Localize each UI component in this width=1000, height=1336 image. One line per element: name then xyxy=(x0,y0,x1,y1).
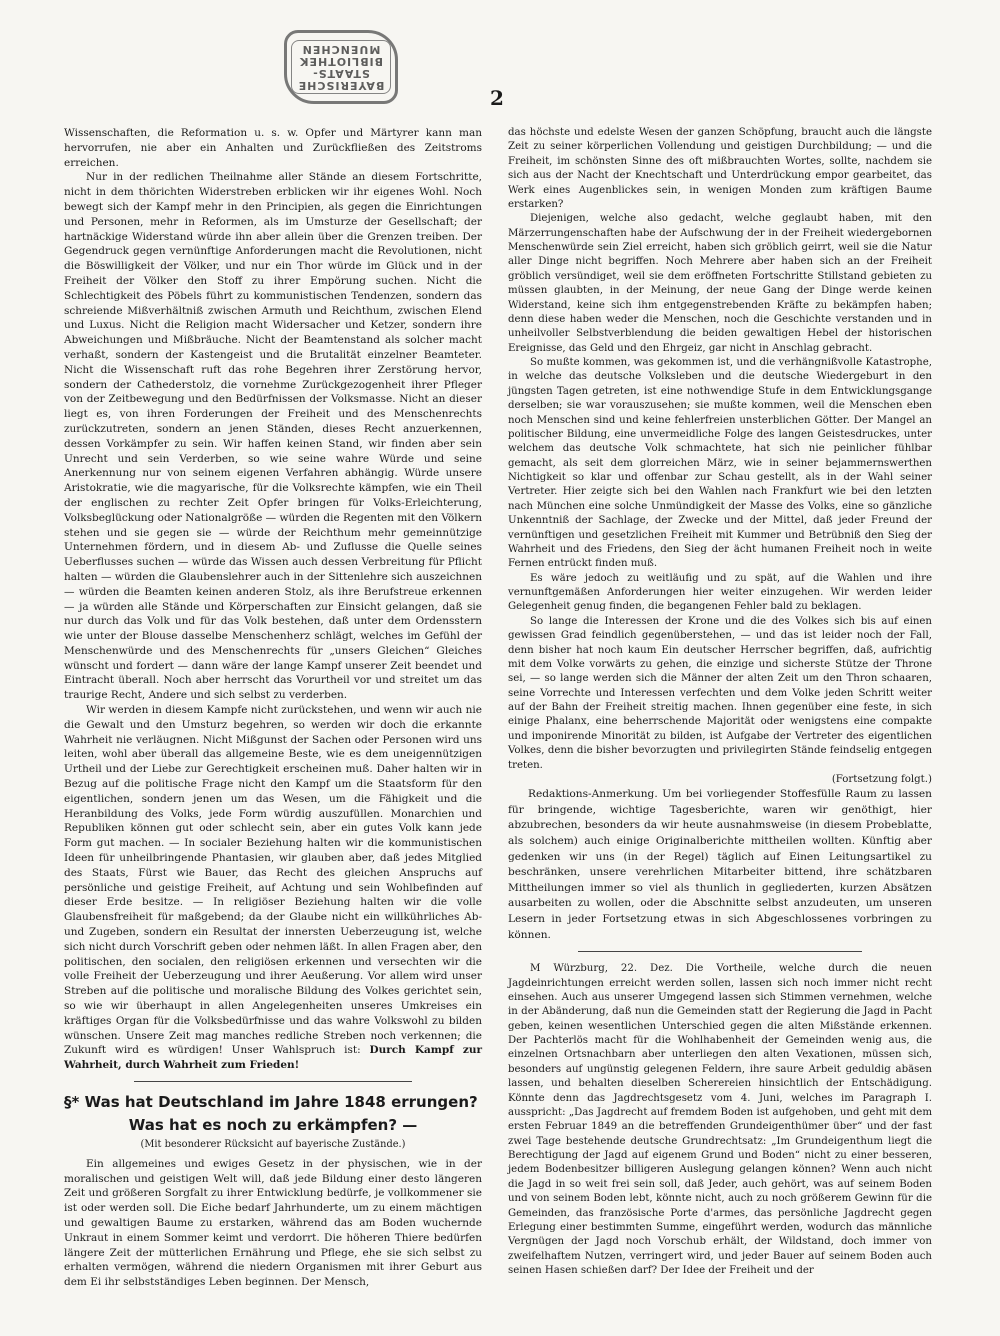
paragraph: Diejenigen, welche also gedacht, welche geglaubt haben, mit den Märzerrungenschaften habe der Aufschwung der in der Freiheit wiedergebornen Menschenwürde sein Ziel erreicht, haben sich gröblich geirrt, weil sie die Natur aller Dinge nicht begriffen. Noch Mehrere aber haben sich an der Freiheit gröblich versündiget, weil sie dem eröffneten Fortschritte Stillstand gebieten zu müssen glaubten, in der Meinung, der neue Gang der Dinge werde keinen Widerstand, keine sich ihm entgegenstrebenden Kräfte zu bekämpfen haben; denn diese haben weder die Menschen, noch die Geschichte verstanden und in unheilvoller Selbstverblendung die beiden gewaltigen Hebel der historischen Ereignisse, das Geld und den Ehrgeiz, gar nicht in Anschlag gebracht. xyxy=(508,213,932,354)
title-mark: §* xyxy=(64,1093,80,1111)
title-line: Was hat Deutschland im Jahre 1848 errungen? xyxy=(84,1093,478,1111)
stamp-line: STAATS- xyxy=(312,67,370,80)
paragraph xyxy=(64,703,482,1073)
right-column xyxy=(508,126,932,1278)
article-title-line2: Was hat es noch zu erkämpfen? — xyxy=(128,1116,418,1134)
paragraph: So lange die Interessen der Krone und die des Volkes sich bis auf einen gewissen Grad feindlich gegenüberstehen, — und das ist leider noch der Fall, denn bisher hat noch kaum Ein deutscher Herrscher begriffen, daß, aufrichtig mit dem Volke vorwärts zu gehen, die einzige und sicherste Stütze der Throne sei, — so lange werden sich die Männer der alten Zeit um den Thron schaaren, seine Vorrechte und Interessen verfechten und dem Volke jeden Schritt weiter auf der Bahn der Freiheit streitig machen. Ihnen gegenüber eine feste, in sich einige Phalanx, eine beherrschende Majorität oder wenigstens eine compakte und imponirende Minorität zu bilden, ist Aufgabe der Vertreter des eigentlichen Volkes, denn die bisher bevorzugten und privilegirten Stände feindselig entgegen treten. xyxy=(508,615,932,771)
paragraph: Nur in der redlichen Theilnahme aller Stände an diesem Fortschritte, nicht in dem thörichten Widerstreben erblicken wir ihr eigenes Wohl. Noch bewegt sich der Kampf mehr in den Principien, als gegen die Einrichtungen und Personen, mehr in Reformen, als im Umsturze der Gesellschaft; der hartnäckige Widerstand würde ihn aber allein über die Grenzen treiben. Der Gegendruck gegen vernünftige Anforderungen macht die Revolutionen, nicht die Böswilligkeit der Völker, und nur ein Thor würde im Glück und in der Freiheit der Völker den Stoff zu ihrer Empörung suchen. Nicht die Schlechtigkeit des Pöbels führt zu kommunistischen Tendenzen, sondern das schreiende Mißverhältniß zwischen Armuth und Reichthum, zwischen Elend und Luxus. Nicht die Religion macht Widersacher und Ketzer, sondern ihre Abweichungen und Mißbräuche. Nicht der Beamtenstand als solcher macht verhaßt, sondern der Kastengeist und die Brutalität einzelner Beamteter. Nicht die Wissenschaft ruft das rohe Begehren ihrer Zerstörung hervor, sondern der Cathederstolz, die vornehme Zurückgezogenheit ihrer Pfleger von der Zeitbewegung und den Bedürfnissen der Volksmasse. Nicht an dieser liegt es, von ihren Forderungen der Freiheit und des Menschenrechts zurückzutreten, sondern an jenen Ständen, dieses Recht anzuerkennen, dessen Vorkämpfer zu sein. Wir haffen keinen Stand, wir finden aber sein Unrecht und sein Verderben, so wie seine wahre Würde und seine Anerkennung nur von seinem eigenen Verfahren abhängig. Würde unsere Aristokratie, wie die magyarische, für die Volksrechte kämpfen, wie ein Theil der englischen zu rechter Zeit Opfer bringen für Volks-Erleichterung, Volksbeglückung oder Nationalgröße — würden die Regenten mit den Völkern stehen und sie gegen sie — würde der Reichthum mehr gemeinnützige Unternehmen fördern, und in diesem Ab- und Zuflusse die Quelle seines Ueberflusses suchen — würde das Wissen auch dessen Verbreitung für Pflicht halten — würden die Glaubenslehrer auch in der Sittenlehre sich auszeichnen — würden die Beamten keinen anderen Stolz, als ihre Berufstreue erkennen — ja würden alle Stände und Körperschaften zur Einsicht gelangen, daß sie nur durch das Volk und für das Volk bestehen, daß unter dem Ordensstern wie unter der Blouse dasselbe Menschenherz schlägt, welches im Gefühl der Menschenwürde und des Menschenrechts für „unsers Gleichen“ Gleiches wünscht und fordert — dann wäre der lange Kampf unserer Zeit beendet und Eintracht überall. Noch aber herrscht das Vorurtheil vor und streitet um das traurige Recht, Andere und sich selbst zu verderben. xyxy=(64,171,482,702)
editorial-note: Redaktions-Anmerkung. Um bei vorliegender Stoffesfülle Raum zu lassen für bringende, wichtige Tagesberichte, waren wir genöthigt, hier abzubrechen, besonders da wir heute ausnahmsweise (in diesem Probeblatte, als solchem) auch einige Originalberichte mittheilen wollten. Künftig aber gedenken wir uns (in der Regel) täglich auf Einen Leitungsartikel zu beschränken, unsere verehrlichen Mitarbeiter bittend, ihre schätzbaren Mittheilungen immer so viel als thunlich in gegliederten, kurzen Absätzen ausarbeiten zu wollen, oder die Abschnitte selbst anzudeuten, um unseren Lesern in jeder Fortsetzung etwas in sich Abgeschlossenes vorbringen zu können. xyxy=(508,788,932,941)
paragraph: Ein allgemeines und ewiges Gesetz in der physischen, wie in der moralischen und geistigen Welt will, daß jede Bildung einer desto längeren Zeit und größeren Sorgfalt zu ihrer Entwicklung bedürfe, je vollkommener sie ist oder werden soll. Die Eiche bedarf Jahrhunderte, um zu einem mächtigen und gewaltigen Baume zu erstarken, während das am Boden wuchernde Unkraut in einem Sommer keimt und verdorrt. Die höheren Thiere bedürfen längere Zeit der mütterlichen Ernährung und Pflege, ehe sie sich selbst zu erhalten vermögen, während die niedern Organismen mit ihrer Geburt aus dem Ei ihr selbstständiges Leben beginnen. Der Mensch, xyxy=(64,1157,482,1289)
paragraph: das höchste und edelste Wesen der ganzen Schöpfung, braucht auch die längste Zeit zu seiner körperlichen Vollendung und geistigen Durchbildung; — und die Freiheit, im schönsten Sinne des oft mißbrauchten Wortes, sollte, nachdem sie sich aus der Nacht der Knechtschaft und Unterdrückung empor gearbeitet, das Werk eines Augenblickes sein, in wenigen Monden zum kräftigen Baume erstarken? xyxy=(508,127,932,210)
divider xyxy=(578,951,862,952)
paragraph-text: Wir werden in diesem Kampfe nicht zurückstehen, und wenn wir auch nie die Gewalt und den Umsturz begehren, so werden wir doch die erkannte Wahrheit nie verläugnen. Nicht Mißgunst der Sachen oder Personen wird uns leiten, wohl aber überall das allgemeine Beste, wie es dem uneigennützigen Urtheil und der Liebe zur Gerechtigkeit erscheinen muß. Daher halten wir in Bezug auf die politische Frage nicht den Kampf um die Staatsform für den eigentlichen, sondern jenen um das Wesen, um die Fähigkeit und die Heranbildung des Volks, jede Form würdig auszufüllen. Monarchien und Republiken können gut oder schlecht sein, aber ein gutes Volk kann jede Form gut machen. — In socialer Beziehung halten wir die kommunistischen Ideen für unheilbringende Phantasien, wir glauben aber, daß jedes Mitglied des Staats, Fürst wie Bauer, das Recht des gleichen Anspruchs auf persönliche und geistige Freiheit, auf Achtung und sein Wohlbefinden auf dieser Erde besitze. — In religiöser Beziehung halten wir die volle Glaubensfreiheit für maßgebend; da der Glaube nicht ein willkührliches Ab- und Zugeben, sondern ein Resultat der innersten Ueberzeugung ist, welche sich nicht durch Vorschrift geben oder nehmen läßt. In allen Fragen aber, den politischen, den socialen, den religiösen erkennen und versechten wir die volle Freiheit der Ueberzeugung und ihrer Aeußerung. Vor allem wird unser Streben auf die politische und moralische Bildung des Volkes gerichtet sein, so wie wir überhaupt in allen Angelegenheiten unseres Umkreises ein kräftiges Organ für die Volksbedürfnisse und das wahre Volkswohl zu bilden wünschen. Unsere Zeit mag manches redliche Streben noch verkennen; die Zukunft wird es würdigen! Unser Wahlspruch ist: xyxy=(64,704,482,1057)
page-number: 2 xyxy=(490,86,504,110)
stamp-line: BAYERISCHE xyxy=(297,79,385,92)
article-subtitle: (Mit besonderer Rücksicht auf bayerische Zustände.) xyxy=(140,1139,406,1150)
article-title xyxy=(64,1092,482,1113)
paragraph: So mußte kommen, was gekommen ist, und die verhängnißvolle Katastrophe, in welche das deutsche Volksleben und die deutsche Wiedergeburt in den jüngsten Tagen getreten, ist eine nothwendige Stufe in dem Entwicklungsgange derselben; sie war vorauszusehen; sie mußte kommen, weil die Menschen eben noch Menschen sind und keine fehlerfreien unsterblichen Götter. Der Mangel an politischer Bildung, eine unvermeidliche Folge des langen Geistesdruckes, unter welchem das deutsche Volk schmachtete, hat sich nie peinlicher fühlbar gemacht, als seit dem glorreichen März, wie in seiner bejammernswerthen Nichtigkeit so klar und offenbar zur Schau gestellt, als in der Wahl seiner Vertreter. Hier zeigte sich bei den Wahlen nach Frankfurt wie bei den letzten nach München eine solche Unmündigkeit der Masse des Volks, eine so gänzliche Unkenntniß der Sachlage, der Zwecke und der Mittel, daß jeder Freund der vernünftigen und gesetzlichen Freiheit mit Kummer und Betrübniß den Sieg der Wahrheit und des Friedens, den Sieg der ächt humanen Freiheit noch in weite Fernen entrückt finden muß. xyxy=(508,357,932,570)
left-column xyxy=(64,126,482,1290)
paragraph: Es wäre jedoch zu weitläufig und zu spät, auf die Wahlen und ihre vernunftgemäßen Anforderungen hier weiter einzugehen. Wir werden leider Gelegenheit genug finden, die begangenen Fehler bald zu beklagen. xyxy=(508,572,932,613)
stamp-line: BIBLIOTHEK xyxy=(298,55,384,68)
library-stamp xyxy=(284,30,398,104)
news-report: M Würzburg, 22. Dez. Die Vortheile, welche durch die neuen Jagdeinrichtungen erreicht werden sollen, lassen sich noch immer nicht recht einsehen. Auch aus unserer Umgegend lassen sich Stimmen vernehmen, welche in der Abänderung, daß nun die Gemeinden statt der Regierung die Jagd in Pacht geben, keinen wesentlichen Unterschied gegen die alten Mißstände erkennen. Der Pachterlös macht für die Wohlhabenheit der Gemeinden wenig aus, die einzelnen Ortsnachbarn aber unterliegen den alten Vexationen, müssen sich, besonders auf ungünstig gelegenen Feldern, ihre saure Arbeit geduldig abäsen lassen, und behalten dieselben Scherereien hinsichtlich der Entschädigung. Könnte denn das Jagdrechtsgesetz vom 4. Juni, welches im Paragraph I. ausspricht: „Das Jagdrecht auf fremdem Boden ist aufgehoben, und geht mit dem ersten Februar 1849 an die betreffenden Grundeigenthümer über“ und der fast zwei Tage bestehende deutsche Grundrechtsatz: „Im Grundeigenthum liegt die Berechtigung der Jagd auf eigenem Grund und Boden“ nicht zu einer besseren, jedem Bodenbesitzer billigeren Auslegung gelangen können? Wenn auch nicht die Jagd in so weit frei sein soll, daß Jeder, auch gehört, was auf seinem Boden und von seinem Boden lebt, könnte nicht, auch zu noch größerem Gewinn für die Gemeinden, das französische Porte d'armes, das persönliche Jagdrecht gegen Erlegung einer bestimmten Summe, eingeführt werden, wodurch das männliche Vergnügen der Jagd noch Vorschub erhält, der Wildstand, doch immer von zweifelhaftem Nutzen, verringert wird, und jeder Bauer auf seinem Boden auch seinen Hasen schießen darf? Der Idee der Freiheit und der xyxy=(508,963,932,1277)
continuation-note: (Fortsetzung folgt.) xyxy=(831,773,932,785)
stamp-line: MUENCHEN xyxy=(301,43,381,56)
paragraph: Wissenschaften, die Reformation u. s. w. Opfer und Märtyrer kann man hervorrufen, nie aber ein Anhalten und Zurückfließen des Zeitstroms erreichen. xyxy=(64,127,482,169)
motto: Durch Kampf zur Wahrheit, durch Wahrheit zum Frieden! xyxy=(64,1044,482,1072)
divider xyxy=(134,1081,412,1082)
